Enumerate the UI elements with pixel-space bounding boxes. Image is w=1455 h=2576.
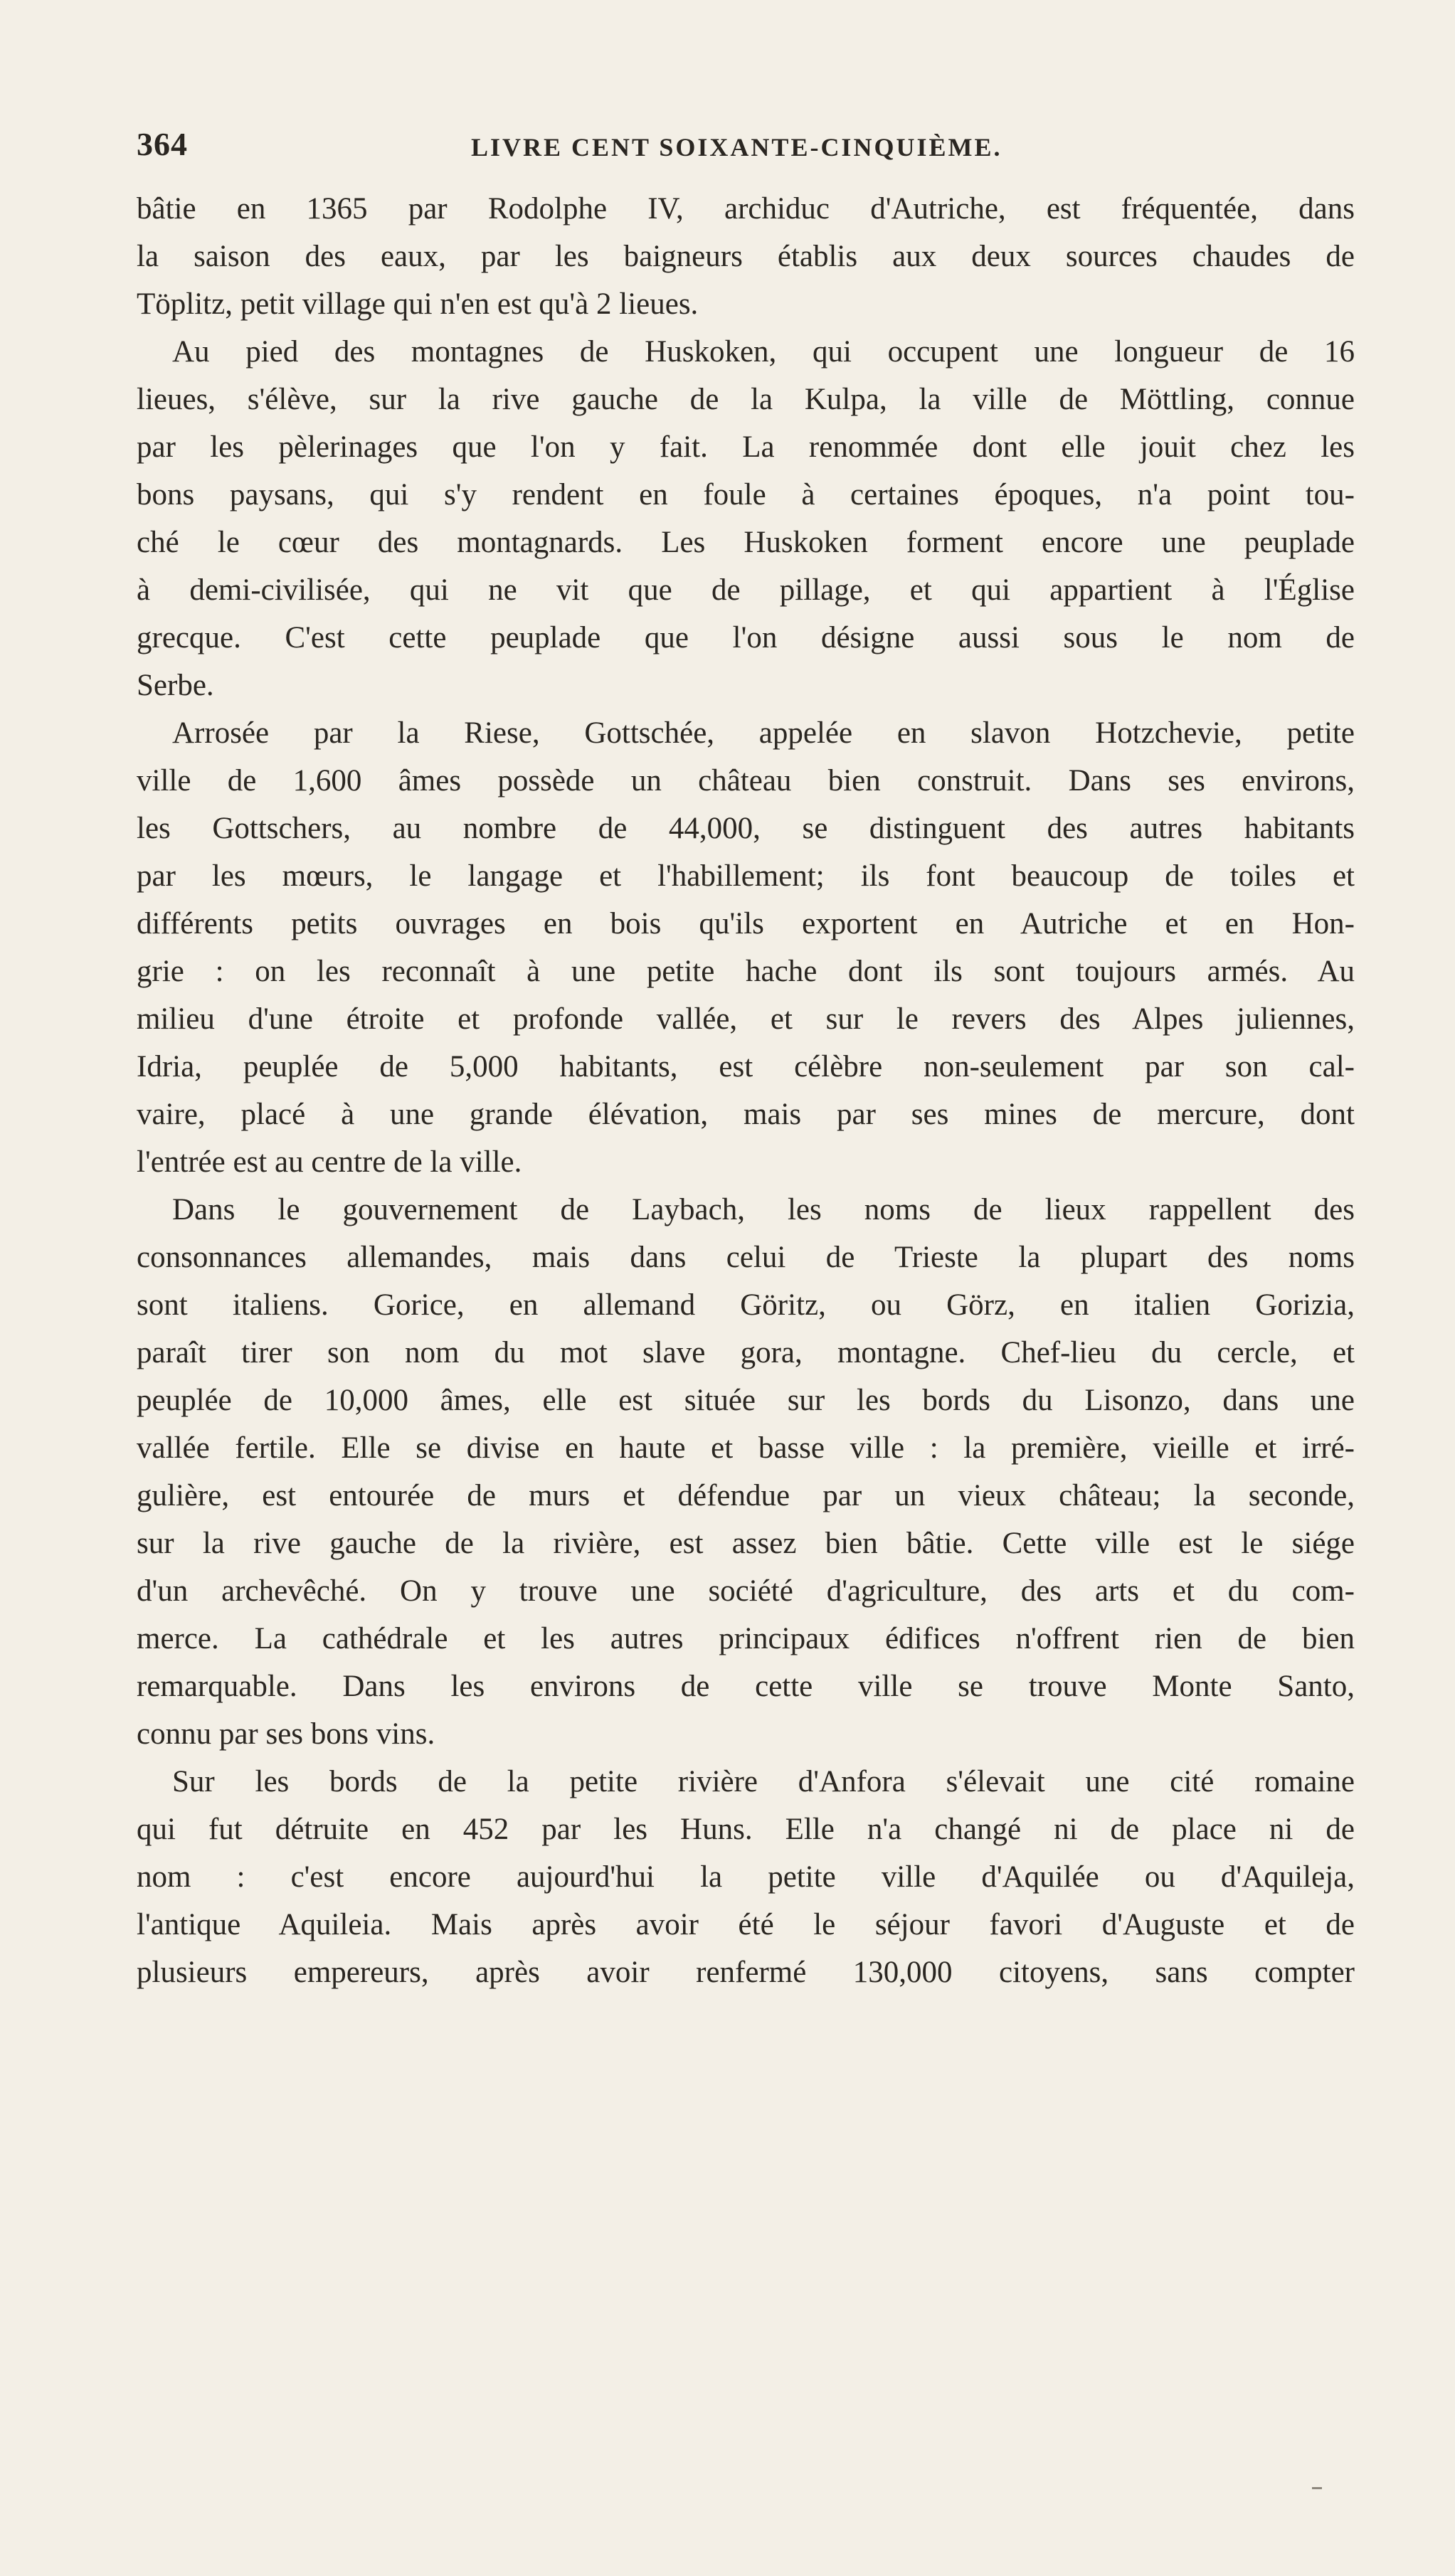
text-line: d'un archevêché. On y trouve une société d'agriculture, des arts et du com-: [137, 1574, 1355, 1608]
text-line: paraît tirer son nom du mot slave gora, montagne. Chef-lieu du cercle, et: [137, 1336, 1355, 1369]
text-line: différents petits ouvrages en bois qu'ils exportent en Autriche et en Hon-: [137, 907, 1355, 940]
text-line: bons paysans, qui s'y rendent en foule à certaines époques, n'a point tou-: [137, 478, 1355, 512]
text-line: par les pèlerinages que l'on y fait. La renommée dont elle jouit chez les: [137, 430, 1355, 464]
text-line: Serbe.: [137, 669, 214, 702]
text-line: milieu d'une étroite et profonde vallée, et sur le revers des Alpes juliennes,: [137, 1002, 1355, 1036]
text-line: Sur les bords de la petite rivière d'Anfora s'élevait une cité romaine: [172, 1765, 1355, 1798]
text-line: sont italiens. Gorice, en allemand Göritz, ou Görz, en italien Gorizia,: [137, 1288, 1355, 1322]
text-line: Dans le gouvernement de Laybach, les noms de lieux rappellent des: [172, 1193, 1355, 1226]
text-line: les Gottschers, au nombre de 44,000, se distinguent des autres habitants: [137, 812, 1355, 845]
text-line: merce. La cathédrale et les autres principaux édifices n'offrent rien de bien: [137, 1622, 1355, 1655]
text-line: remarquable. Dans les environs de cette ville se trouve Monte Santo,: [137, 1670, 1355, 1703]
text-line: gulière, est entourée de murs et défendue par un vieux château; la seconde,: [137, 1479, 1355, 1512]
print-speck: [1312, 2487, 1322, 2489]
text-line: l'entrée est au centre de la ville.: [137, 1145, 522, 1179]
page-number: 364: [137, 126, 188, 162]
text-line: grie : on les reconnaît à une petite hache dont ils sont toujours armés. Au: [137, 955, 1355, 988]
text-line: ché le cœur des montagnards. Les Huskoken forment encore une peuplade: [137, 526, 1355, 559]
text-line: sur la rive gauche de la rivière, est assez bien bâtie. Cette ville est le siége: [137, 1527, 1355, 1560]
text-line: grecque. C'est cette peuplade que l'on désigne aussi sous le nom de: [137, 621, 1355, 654]
text-line: peuplée de 10,000 âmes, elle est située sur les bords du Lisonzo, dans une: [137, 1384, 1355, 1417]
text-line: vaire, placé à une grande élévation, mais par ses mines de mercure, dont: [137, 1098, 1355, 1131]
text-line: à demi-civilisée, qui ne vit que de pillage, et qui appartient à l'Église: [137, 573, 1355, 607]
text-line: par les mœurs, le langage et l'habillement; ils font beaucoup de toiles et: [137, 859, 1355, 893]
running-title: LIVRE CENT SOIXANTE-CINQUIÈME.: [471, 133, 1002, 161]
text-line: Töplitz, petit village qui n'en est qu'à 2 lieues.: [137, 287, 699, 321]
text-line: l'antique Aquileia. Mais après avoir été le séjour favori d'Auguste et de: [137, 1908, 1355, 1941]
text-line: qui fut détruite en 452 par les Huns. Elle n'a changé ni de place ni de: [137, 1813, 1355, 1846]
text-line: Idria, peuplée de 5,000 habitants, est célèbre non-seulement par son cal-: [137, 1050, 1355, 1083]
body-text: [137, 185, 1355, 1996]
text-line: connu par ses bons vins.: [137, 1717, 435, 1751]
text-line: la saison des eaux, par les baigneurs établis aux deux sources chaudes de: [137, 240, 1355, 273]
text-line: lieues, s'élève, sur la rive gauche de la Kulpa, la ville de Möttling, connue: [137, 383, 1355, 416]
text-line: consonnances allemandes, mais dans celui de Trieste la plupart des noms: [137, 1241, 1355, 1274]
text-line: bâtie en 1365 par Rodolphe IV, archiduc d'Autriche, est fréquentée, dans: [137, 192, 1355, 226]
running-head: [137, 125, 1353, 175]
text-line: Arrosée par la Riese, Gottschée, appelée en slavon Hotzchevie, petite: [172, 716, 1355, 750]
text-line: nom : c'est encore aujourd'hui la petite ville d'Aquilée ou d'Aquileja,: [137, 1860, 1355, 1894]
text-line: Au pied des montagnes de Huskoken, qui occupent une longueur de 16: [172, 335, 1355, 369]
text-line: plusieurs empereurs, après avoir renfermé 130,000 citoyens, sans compter: [137, 1956, 1355, 1989]
text-line: ville de 1,600 âmes possède un château bien construit. Dans ses environs,: [137, 764, 1355, 797]
text-line: vallée fertile. Elle se divise en haute et basse ville : la première, vieille et irré-: [137, 1431, 1355, 1465]
